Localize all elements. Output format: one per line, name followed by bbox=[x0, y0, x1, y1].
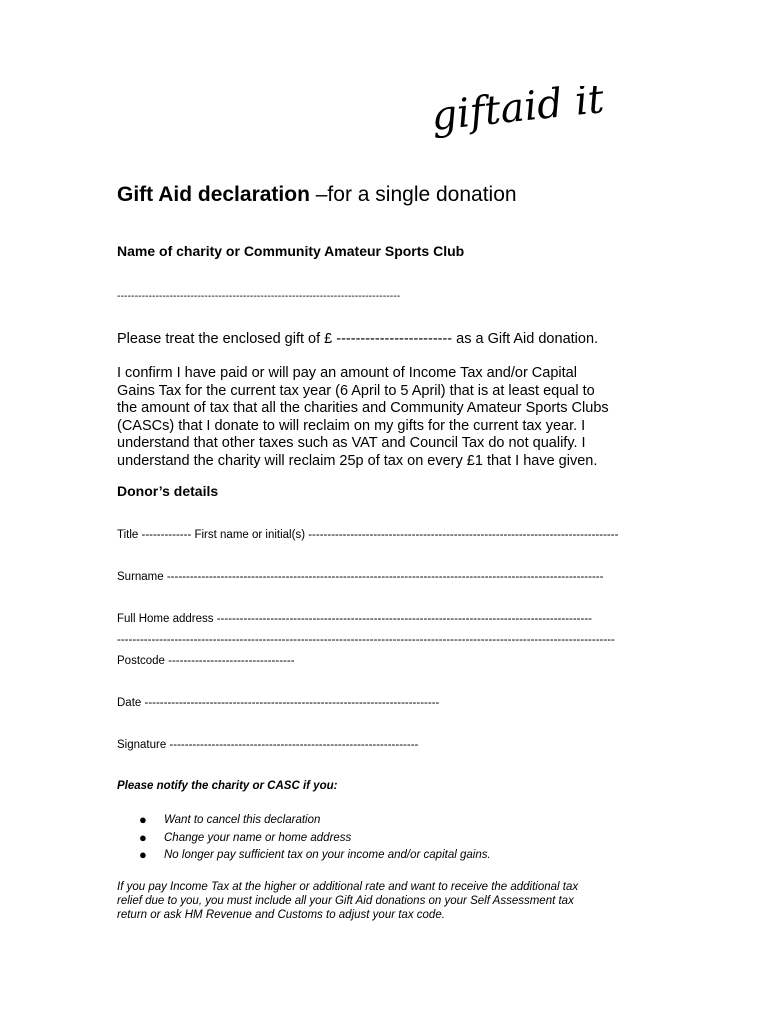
confirmation-paragraph bbox=[117, 365, 677, 470]
gift-amount-line: Please treat the enclosed gift of £ ------------------------ as a Gift Aid donation. bbox=[117, 331, 599, 347]
page-title bbox=[117, 183, 517, 207]
confirm-line: the amount of tax that all the charities and Community Amateur Sports Clubs bbox=[117, 400, 609, 416]
footer-line: return or ask HM Revenue and Customs to adjust your tax code. bbox=[117, 909, 445, 921]
title-rest: –for a single donation bbox=[309, 183, 517, 206]
donor-details-heading: Donor’s details bbox=[117, 483, 219, 499]
surname-field[interactable]: Surname ------------------------------------------------------------------------------------------------------------------ bbox=[117, 571, 604, 583]
confirm-line: understand the charity will reclaim 25p of tax on every £1 that I have given. bbox=[117, 452, 598, 469]
confirm-line: (CASCs) that I donate to will reclaim on my gifts for the current tax year. I bbox=[117, 417, 586, 434]
home-address-field[interactable]: Full Home address -------------------------------------------------------------------------------------------------- bbox=[117, 613, 593, 625]
footer-line: relief due to you, you must include all your Gift Aid donations on your Self Assessment tax bbox=[117, 895, 574, 907]
postcode-field[interactable]: Postcode --------------------------------- bbox=[117, 655, 295, 667]
giftaid-logo bbox=[425, 86, 625, 156]
title-name-field[interactable]: Title ------------- First name or initial(s) --------------------------------------------------------------------------------- bbox=[117, 529, 619, 541]
bullet-icon: ● bbox=[139, 847, 147, 862]
notify-heading: Please notify the charity or CASC if you: bbox=[117, 780, 338, 792]
charity-name-line[interactable]: --------------------------------------------------------------------------------- bbox=[117, 290, 401, 302]
confirm-line: Gains Tax for the current tax year (6 April to 5 April) that is at least equal to bbox=[117, 382, 595, 399]
confirm-line: understand that other taxes such as VAT and Council Tax do not qualify. I bbox=[117, 435, 586, 451]
giftaid-logo-svg bbox=[425, 86, 625, 156]
bullet-text: Change your name or home address bbox=[164, 831, 352, 844]
footer-note bbox=[117, 880, 657, 922]
giftaid-logo-text: giftaid it bbox=[429, 86, 607, 140]
home-address-field-line2[interactable]: ---------------------------------------------------------------------------------------------------------------------------------- bbox=[117, 634, 615, 646]
bullet-text: No longer pay sufficient tax on your income and/or capital gains. bbox=[164, 849, 491, 861]
bullet-icon: ● bbox=[139, 829, 147, 845]
bullet-text: Want to cancel this declaration bbox=[164, 814, 321, 826]
bullet-icon: ● bbox=[139, 812, 147, 827]
confirm-line: I confirm I have paid or will pay an amount of Income Tax and/or Capital bbox=[117, 365, 577, 381]
date-field[interactable]: Date ----------------------------------------------------------------------------- bbox=[117, 697, 440, 709]
title-bold: Gift Aid declaration bbox=[117, 183, 310, 206]
footer-line: If you pay Income Tax at the higher or additional rate and want to receive the additional tax bbox=[117, 881, 579, 893]
charity-label: Name of charity or Community Amateur Sports Club bbox=[117, 243, 465, 259]
signature-field[interactable]: Signature ----------------------------------------------------------------- bbox=[117, 739, 419, 751]
